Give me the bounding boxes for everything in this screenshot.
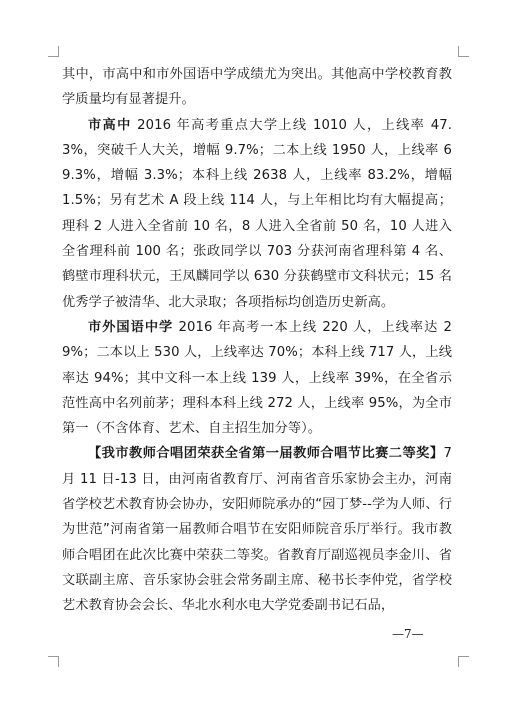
paragraph-heading: 市高中 <box>88 117 132 133</box>
paragraph-text: 7 月 11 日-13 日，由河南省教育厅、河南省音乐家协会主办，河南省学校艺术教育协会协办，安阳师院承办的“园丁梦--学为人师、行为世范”河南省第一届教师合唱节在安阳师院音乐厅举行。我市教师合唱团在此次比赛中荣获二等奖。省教育厅副巡视员李金川、省文联副主席、音乐家协会驻会常务副主席、秘书长李仲党，省学校艺术教育协会会长、华北水利水电大学党委副书记石品， <box>62 446 452 614</box>
paragraph-intro: 其中，市高中和市外国语中学成绩尤为突出。其他高中学校教育教学质量均有显著提升。 <box>62 67 452 108</box>
paragraph-text: 2016 年高考重点大学上线 1010 人，上线率 47.3%，突破千人大关，增幅 9.7%；二本上线 1950 人，上线率 69.3%，增幅 3.3%；本科上线 2638 人，上线率 83.2%，增幅 1.5%；另有艺术 A 段上线 114 人，与上年相比均有大幅提高；理科 2 人进入全省前 10 名，8 人进入全省前 50 名，10 人进入全省理科前 100 名；张政同学以 703 分获河南省理科第 4 名、鹤壁市理科状元，王凤麟同学以 630 分获鹤壁市文科状元；15 名优秀学子被清华、北大录取；各项指标均创造历史新高。 <box>62 117 452 310</box>
paragraph-heading: 市外国语中学 <box>88 319 174 335</box>
paragraph-foreign-language-school <box>62 315 452 441</box>
page-number: —7— <box>392 627 424 641</box>
crop-mark-bottom-left <box>48 656 59 667</box>
paragraph-heading: 【我市教师合唱团荣获全省第一届教师合唱节比赛二等奖】 <box>88 446 444 462</box>
paragraph-choir-award <box>62 441 452 618</box>
paragraph-city-high-school <box>62 113 452 315</box>
paragraph-text: 2016 年高考一本上线 220 人，上线率达 29%；二本以上 530 人，上线率达 70%；本科上线 717 人，上线率达 94%；其中文科一本上线 139 人，上线率 39%，在全省示范性高中名列前茅；理科本科上线 272 人，上线率 95%，为全市第一（不含体育、艺术、自主招生加分等）。 <box>62 319 452 437</box>
crop-mark-bottom-right <box>458 656 469 667</box>
crop-mark-top-right <box>458 46 469 57</box>
crop-mark-top-left <box>48 46 59 57</box>
page-body <box>62 62 452 619</box>
